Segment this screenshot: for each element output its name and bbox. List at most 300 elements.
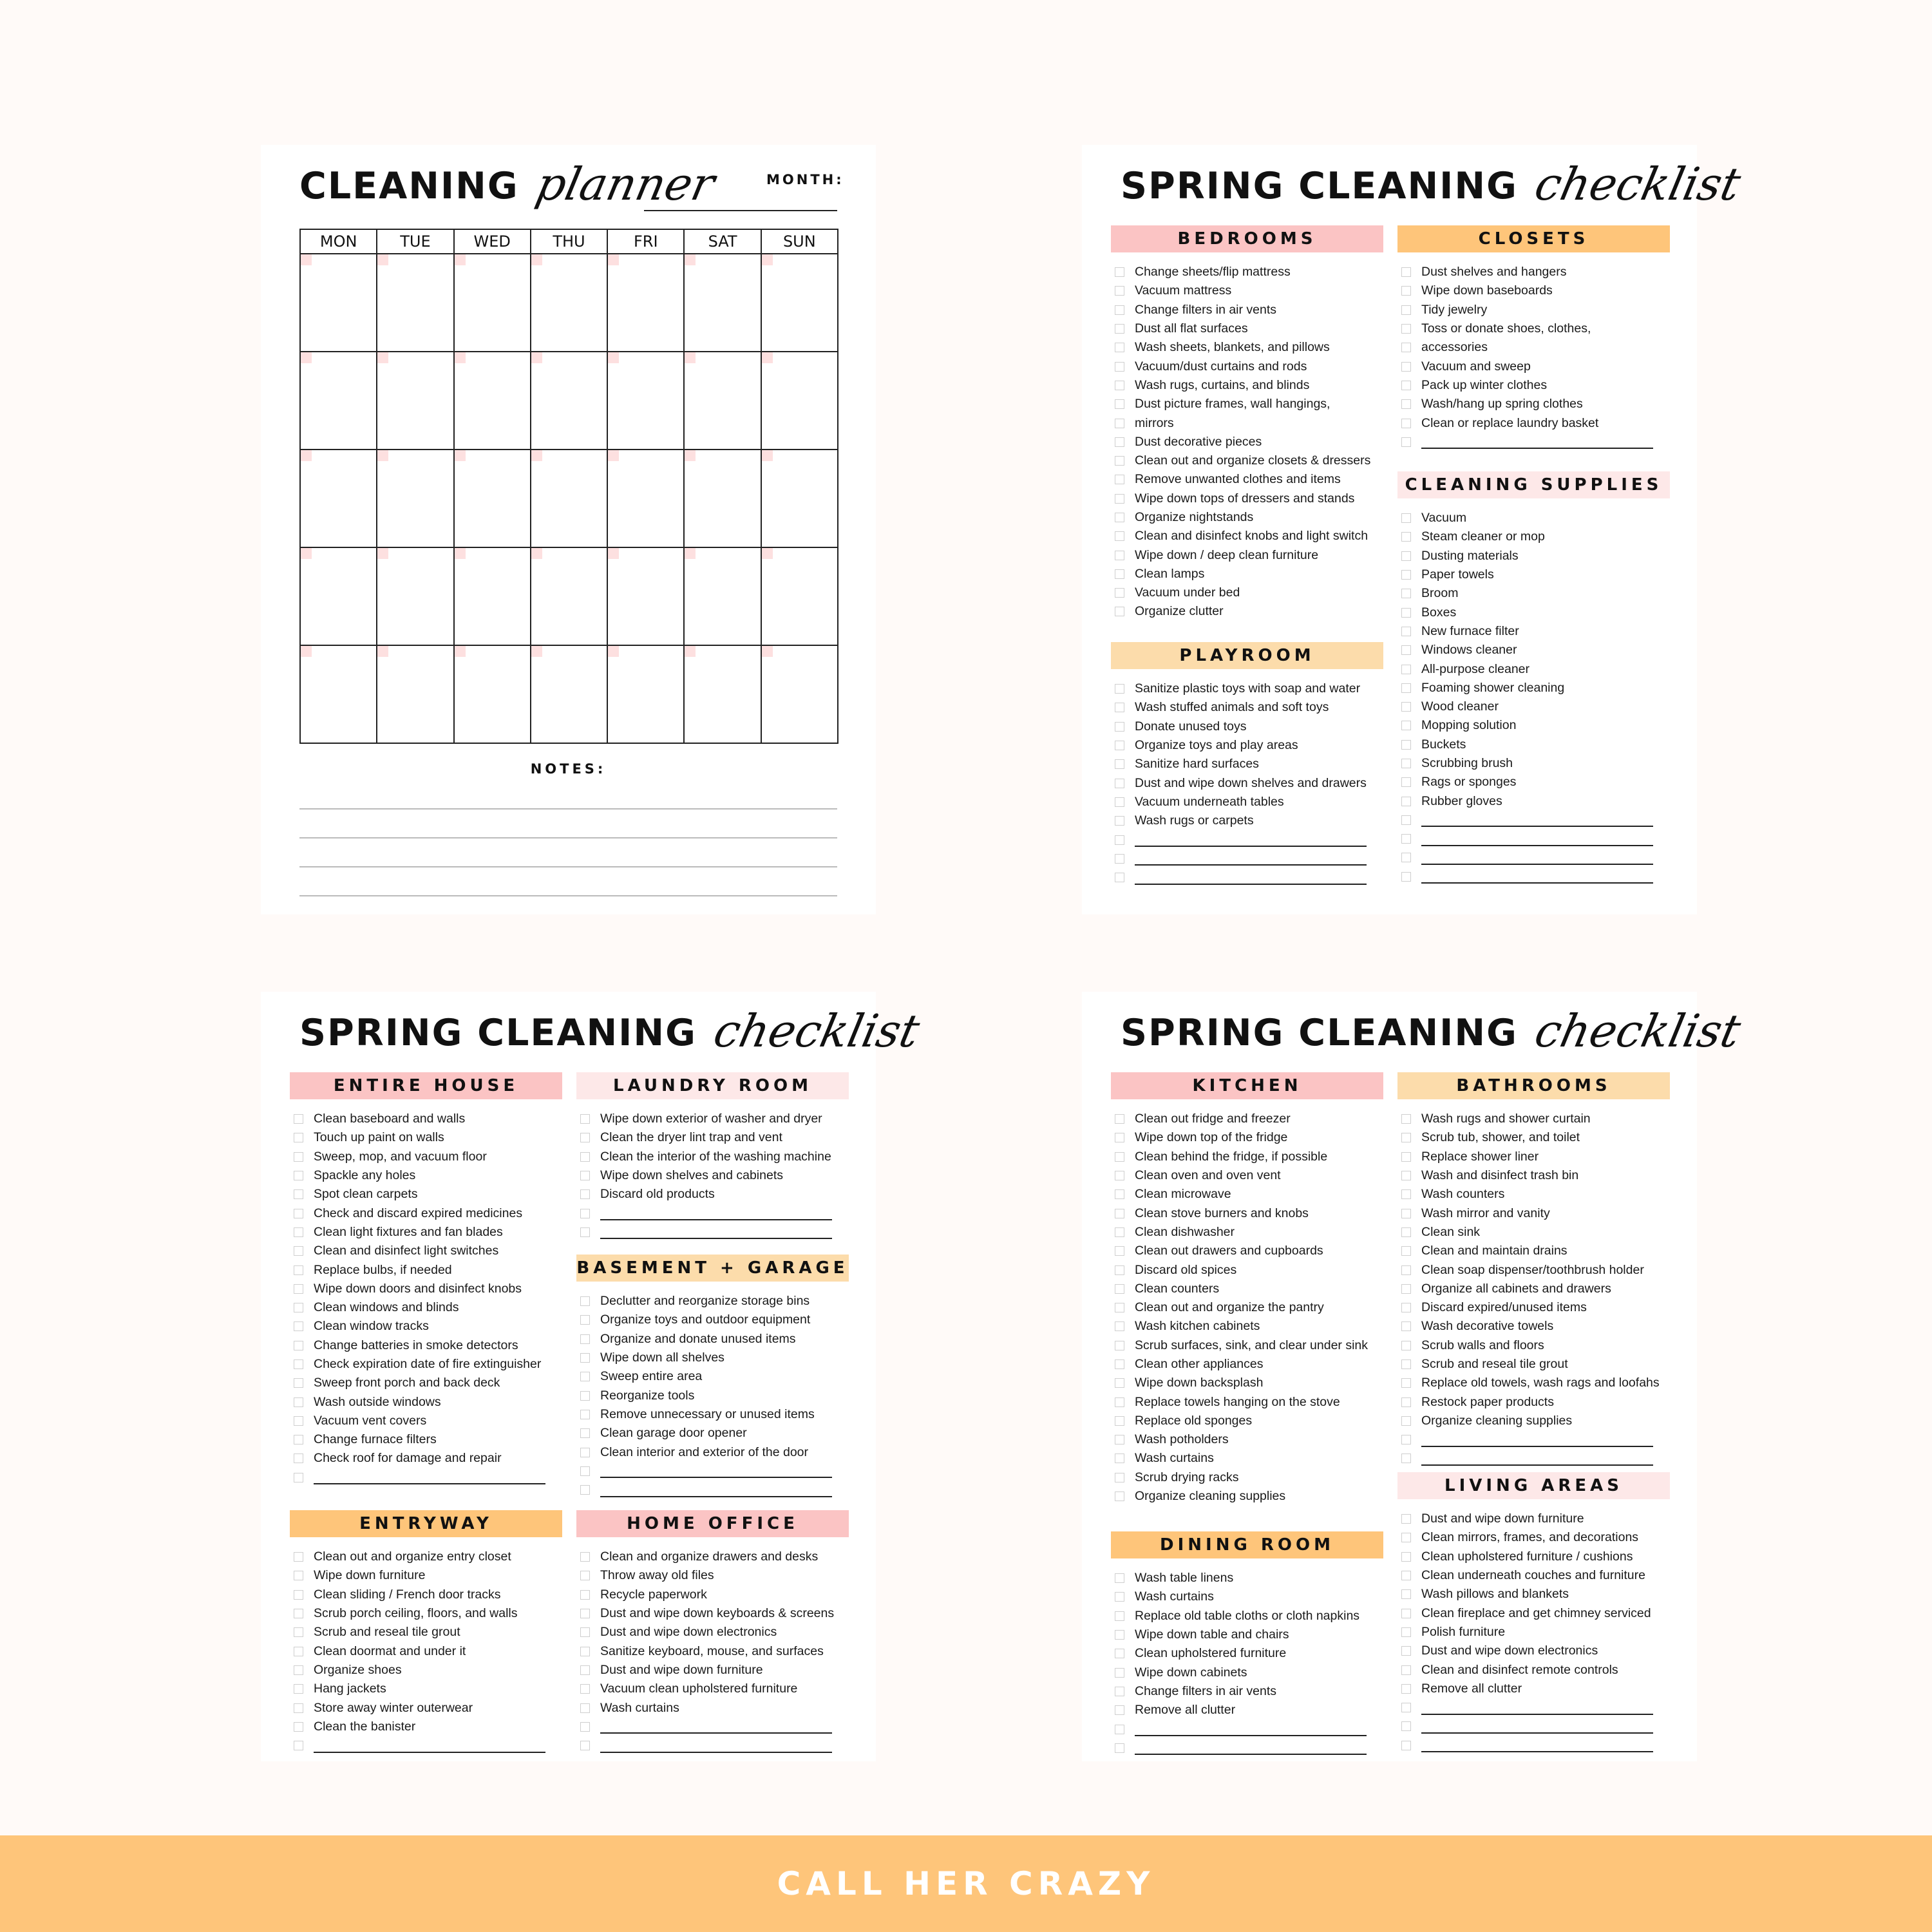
write-in-line[interactable] bbox=[1421, 869, 1653, 884]
checkbox[interactable] bbox=[1115, 1152, 1124, 1162]
month-write-line[interactable] bbox=[644, 210, 837, 211]
checkbox[interactable] bbox=[580, 1571, 590, 1580]
checkbox[interactable] bbox=[1115, 1246, 1124, 1256]
write-in-line[interactable] bbox=[1421, 813, 1653, 827]
checkbox[interactable] bbox=[1115, 1359, 1124, 1369]
write-in-line[interactable] bbox=[600, 1464, 832, 1478]
calendar-day-cell[interactable] bbox=[377, 450, 454, 547]
checkbox[interactable] bbox=[1401, 1571, 1411, 1580]
checkbox[interactable] bbox=[1401, 1303, 1411, 1312]
checkbox[interactable] bbox=[1115, 1725, 1124, 1734]
calendar-day-cell[interactable] bbox=[377, 548, 454, 645]
checkbox[interactable] bbox=[1115, 1284, 1124, 1294]
checkbox[interactable] bbox=[294, 1665, 303, 1675]
checkbox[interactable] bbox=[1115, 1573, 1124, 1583]
write-in-line[interactable] bbox=[600, 1739, 832, 1753]
checkbox[interactable] bbox=[1401, 1114, 1411, 1124]
checkbox[interactable] bbox=[1401, 1609, 1411, 1618]
checkbox[interactable] bbox=[294, 1647, 303, 1656]
blank-checklist-item bbox=[576, 1718, 849, 1736]
checkbox[interactable] bbox=[1115, 1189, 1124, 1199]
checklist-item-text: Change filters in air vents bbox=[1135, 1683, 1277, 1698]
notes-line[interactable] bbox=[299, 837, 837, 838]
checkbox[interactable] bbox=[580, 1428, 590, 1438]
calendar-day-cell[interactable] bbox=[531, 646, 608, 743]
checkbox[interactable] bbox=[1401, 1341, 1411, 1350]
checkbox[interactable] bbox=[294, 1321, 303, 1331]
checklist-item-text: Spot clean carpets bbox=[314, 1187, 418, 1202]
checkbox[interactable] bbox=[1401, 362, 1411, 372]
checkbox[interactable] bbox=[1401, 1627, 1411, 1637]
checklist bbox=[1111, 679, 1383, 887]
checkbox[interactable] bbox=[294, 1171, 303, 1180]
calendar-day-cell[interactable] bbox=[608, 548, 685, 645]
checklist-item-text: Wash kitchen cabinets bbox=[1135, 1319, 1260, 1334]
calendar-day-cell[interactable] bbox=[608, 352, 685, 449]
calendar-day-cell[interactable] bbox=[301, 646, 377, 743]
checkbox[interactable] bbox=[1401, 608, 1411, 618]
checkbox[interactable] bbox=[580, 1609, 590, 1618]
write-in-line[interactable] bbox=[1421, 832, 1653, 846]
calendar-day-cell[interactable] bbox=[608, 646, 685, 743]
checkbox[interactable] bbox=[1401, 381, 1411, 390]
checkbox[interactable] bbox=[1401, 419, 1411, 428]
checkbox[interactable] bbox=[1115, 399, 1124, 409]
checklist-item bbox=[1397, 338, 1670, 357]
calendar-day-cell[interactable] bbox=[377, 646, 454, 743]
write-in-line[interactable] bbox=[1135, 1741, 1367, 1755]
calendar-day-cell[interactable] bbox=[685, 646, 761, 743]
checkbox[interactable] bbox=[1401, 1684, 1411, 1694]
checkbox[interactable] bbox=[580, 1684, 590, 1694]
checkbox[interactable] bbox=[1401, 1435, 1411, 1444]
checkbox[interactable] bbox=[1401, 1741, 1411, 1750]
checkbox[interactable] bbox=[294, 1609, 303, 1618]
checkbox[interactable] bbox=[1401, 1265, 1411, 1275]
checkbox[interactable] bbox=[580, 1334, 590, 1344]
checkbox[interactable] bbox=[1115, 305, 1124, 315]
checkbox[interactable] bbox=[1401, 1321, 1411, 1331]
calendar-day-cell[interactable] bbox=[608, 254, 685, 351]
calendar-day-cell[interactable] bbox=[685, 352, 761, 449]
checkbox[interactable] bbox=[1115, 569, 1124, 579]
checkbox[interactable] bbox=[1115, 854, 1124, 864]
calendar-day-cell[interactable] bbox=[762, 450, 838, 547]
checkbox[interactable] bbox=[294, 1265, 303, 1275]
checkbox[interactable] bbox=[1115, 1378, 1124, 1388]
calendar-day-cell[interactable] bbox=[762, 646, 838, 743]
checkbox[interactable] bbox=[294, 1627, 303, 1637]
write-in-line[interactable] bbox=[1421, 1701, 1653, 1715]
checkbox[interactable] bbox=[1115, 1303, 1124, 1312]
checkbox[interactable] bbox=[1401, 721, 1411, 730]
checkbox[interactable] bbox=[1115, 437, 1124, 447]
checkbox[interactable] bbox=[1401, 740, 1411, 750]
write-in-line[interactable] bbox=[314, 1739, 545, 1753]
checklist-item-text: Remove unnecessary or unused items bbox=[600, 1406, 815, 1421]
checkbox[interactable] bbox=[1401, 1665, 1411, 1675]
write-in-line[interactable] bbox=[600, 1719, 832, 1734]
checkbox[interactable] bbox=[1115, 1454, 1124, 1463]
checkbox[interactable] bbox=[1115, 531, 1124, 541]
checkbox[interactable] bbox=[1115, 1611, 1124, 1621]
checkbox[interactable] bbox=[1115, 797, 1124, 807]
checkbox[interactable] bbox=[294, 1341, 303, 1350]
checklist-item bbox=[290, 1586, 562, 1604]
calendar-day-cell[interactable] bbox=[531, 450, 608, 547]
checklist-item-text: Clean and disinfect knobs and light switch bbox=[1135, 529, 1368, 544]
calendar-day-cell[interactable] bbox=[301, 254, 377, 351]
checklist-item-text: Dust and wipe down shelves and drawers bbox=[1135, 775, 1367, 790]
calendar-day-cell[interactable] bbox=[455, 254, 531, 351]
calendar-day-cell[interactable] bbox=[685, 254, 761, 351]
checkbox[interactable] bbox=[1115, 1668, 1124, 1678]
checkbox[interactable] bbox=[1401, 645, 1411, 655]
calendar-day-cell[interactable] bbox=[377, 352, 454, 449]
checkbox[interactable] bbox=[294, 1209, 303, 1218]
checklist-item bbox=[1111, 1204, 1383, 1222]
checkbox[interactable] bbox=[1115, 607, 1124, 616]
checkbox[interactable] bbox=[1401, 286, 1411, 296]
checkbox[interactable] bbox=[294, 1378, 303, 1388]
checklist-item bbox=[1397, 319, 1670, 338]
checkbox[interactable] bbox=[1115, 324, 1124, 334]
write-in-line[interactable] bbox=[1421, 1433, 1653, 1447]
checkbox[interactable] bbox=[580, 1391, 590, 1401]
checklist-item-text: Wipe down all shelves bbox=[600, 1350, 724, 1365]
checkbox[interactable] bbox=[1401, 759, 1411, 768]
calendar-day-cell[interactable] bbox=[531, 352, 608, 449]
checkbox[interactable] bbox=[1115, 362, 1124, 372]
checkbox[interactable] bbox=[580, 1703, 590, 1713]
calendar-day-cell[interactable] bbox=[455, 450, 531, 547]
calendar-day-cell[interactable] bbox=[685, 450, 761, 547]
checklist-item bbox=[290, 1566, 562, 1585]
checkbox[interactable] bbox=[1115, 513, 1124, 522]
checklist-item bbox=[290, 1128, 562, 1147]
date-marker bbox=[608, 646, 619, 657]
checkbox[interactable] bbox=[1115, 551, 1124, 560]
checkbox[interactable] bbox=[1401, 777, 1411, 787]
checkbox[interactable] bbox=[294, 1722, 303, 1732]
write-in-line[interactable] bbox=[1135, 833, 1367, 847]
section-basement-garage bbox=[576, 1255, 849, 1499]
checkbox[interactable] bbox=[1115, 1133, 1124, 1142]
checkbox[interactable] bbox=[1115, 419, 1124, 428]
checklist-title-script: checklist bbox=[1530, 158, 1745, 211]
section-kitchen bbox=[1111, 1072, 1383, 1506]
checkbox[interactable] bbox=[580, 1133, 590, 1142]
checkbox[interactable] bbox=[580, 1590, 590, 1600]
checkbox[interactable] bbox=[1115, 1435, 1124, 1444]
checklist-item-text: Change furnace filters bbox=[314, 1432, 437, 1447]
checkbox[interactable] bbox=[1115, 703, 1124, 712]
checklist-item bbox=[290, 1412, 562, 1430]
calendar-day-cell[interactable] bbox=[301, 450, 377, 547]
checkbox[interactable] bbox=[294, 1152, 303, 1162]
checkbox[interactable] bbox=[1115, 1705, 1124, 1715]
blank-checklist-item bbox=[1397, 1717, 1670, 1736]
calendar-day-cell[interactable] bbox=[762, 548, 838, 645]
checkbox[interactable] bbox=[580, 1296, 590, 1306]
checkbox[interactable] bbox=[1401, 1454, 1411, 1463]
write-in-line[interactable] bbox=[1135, 871, 1367, 885]
checkbox[interactable] bbox=[1401, 853, 1411, 862]
checkbox[interactable] bbox=[1401, 1552, 1411, 1562]
checkbox[interactable] bbox=[1401, 1209, 1411, 1218]
checkbox[interactable] bbox=[580, 1485, 590, 1495]
checkbox[interactable] bbox=[1115, 1592, 1124, 1602]
checkbox[interactable] bbox=[1401, 627, 1411, 636]
checkbox[interactable] bbox=[1401, 551, 1411, 561]
write-in-line[interactable] bbox=[1421, 1719, 1653, 1734]
checkbox[interactable] bbox=[1401, 1227, 1411, 1237]
checkbox[interactable] bbox=[1115, 759, 1124, 769]
checkbox[interactable] bbox=[1401, 324, 1411, 334]
write-in-line[interactable] bbox=[314, 1470, 545, 1484]
checkbox[interactable] bbox=[1401, 665, 1411, 674]
checklist-page-entire-house bbox=[261, 992, 924, 1761]
calendar-day-cell[interactable] bbox=[455, 646, 531, 743]
calendar-day-cell[interactable] bbox=[455, 548, 531, 645]
checkbox[interactable] bbox=[1401, 834, 1411, 844]
checkbox[interactable] bbox=[1115, 1743, 1124, 1753]
checklist-item-text: Declutter and reorganize storage bins bbox=[600, 1294, 810, 1309]
checkbox[interactable] bbox=[1401, 683, 1411, 693]
checkbox[interactable] bbox=[1401, 305, 1411, 315]
notes-line[interactable] bbox=[299, 866, 837, 867]
checkbox[interactable] bbox=[294, 1473, 303, 1482]
checkbox[interactable] bbox=[580, 1189, 590, 1199]
write-in-line[interactable] bbox=[600, 1225, 832, 1239]
checkbox[interactable] bbox=[1115, 1265, 1124, 1275]
checkbox[interactable] bbox=[1401, 1359, 1411, 1369]
checklist-item-text: Vacuum and sweep bbox=[1421, 359, 1531, 374]
checkbox[interactable] bbox=[1115, 722, 1124, 732]
checkbox[interactable] bbox=[294, 1741, 303, 1750]
checklist-item bbox=[1397, 1392, 1670, 1411]
notes-line[interactable] bbox=[299, 895, 837, 896]
checkbox[interactable] bbox=[1115, 588, 1124, 598]
checkbox[interactable] bbox=[1115, 1473, 1124, 1482]
checkbox[interactable] bbox=[294, 1454, 303, 1463]
checkbox[interactable] bbox=[580, 1665, 590, 1675]
calendar-day-cell[interactable] bbox=[608, 450, 685, 547]
weekday-wed: WED bbox=[455, 230, 531, 253]
checkbox[interactable] bbox=[1401, 437, 1411, 447]
checkbox[interactable] bbox=[1115, 1321, 1124, 1331]
checkbox[interactable] bbox=[1115, 343, 1124, 352]
checkbox[interactable] bbox=[1115, 1492, 1124, 1501]
checklist-title-main: SPRING CLEANING bbox=[1121, 1012, 1518, 1054]
calendar-day-cell[interactable] bbox=[762, 254, 838, 351]
calendar-day-cell[interactable] bbox=[301, 352, 377, 449]
checklist-item bbox=[1111, 413, 1383, 432]
checkbox[interactable] bbox=[1115, 1341, 1124, 1350]
checkbox[interactable] bbox=[1115, 475, 1124, 484]
checkbox[interactable] bbox=[1115, 381, 1124, 390]
checkbox[interactable] bbox=[1401, 1189, 1411, 1199]
checklist-item bbox=[290, 1449, 562, 1468]
checkbox[interactable] bbox=[1115, 1209, 1124, 1218]
checkbox[interactable] bbox=[580, 1227, 590, 1237]
checkbox[interactable] bbox=[580, 1353, 590, 1363]
checkbox[interactable] bbox=[294, 1416, 303, 1426]
checkbox[interactable] bbox=[1115, 286, 1124, 296]
checklist-item bbox=[1397, 773, 1670, 791]
calendar-day-cell[interactable] bbox=[685, 548, 761, 645]
checklist-item-text: Wipe down exterior of washer and dryer bbox=[600, 1112, 822, 1126]
blank-checklist-item bbox=[576, 1462, 849, 1481]
calendar-day-cell[interactable] bbox=[762, 352, 838, 449]
checkbox[interactable] bbox=[1401, 570, 1411, 580]
checkbox[interactable] bbox=[1115, 684, 1124, 694]
date-marker bbox=[455, 254, 466, 265]
checkbox[interactable] bbox=[294, 1246, 303, 1256]
checkbox[interactable] bbox=[1115, 741, 1124, 750]
checkbox[interactable] bbox=[1401, 1171, 1411, 1180]
checkbox[interactable] bbox=[1401, 1514, 1411, 1524]
checkbox[interactable] bbox=[1115, 1171, 1124, 1180]
checkbox[interactable] bbox=[294, 1397, 303, 1407]
checkbox[interactable] bbox=[294, 1590, 303, 1600]
checkbox[interactable] bbox=[1115, 1227, 1124, 1237]
checkbox[interactable] bbox=[294, 1359, 303, 1369]
checkbox[interactable] bbox=[580, 1152, 590, 1162]
checkbox[interactable] bbox=[1401, 797, 1411, 806]
checkbox[interactable] bbox=[1401, 1246, 1411, 1256]
checkbox[interactable] bbox=[1401, 1721, 1411, 1731]
write-in-line[interactable] bbox=[1421, 1738, 1653, 1752]
checkbox[interactable] bbox=[1401, 1378, 1411, 1388]
checkbox[interactable] bbox=[1401, 532, 1411, 542]
checkbox[interactable] bbox=[1115, 779, 1124, 788]
checkbox[interactable] bbox=[294, 1133, 303, 1142]
checkbox[interactable] bbox=[1115, 1649, 1124, 1658]
blank-checklist-item bbox=[1397, 1449, 1670, 1468]
checkbox[interactable] bbox=[1401, 1589, 1411, 1599]
checkbox[interactable] bbox=[1401, 1703, 1411, 1712]
checkbox[interactable] bbox=[294, 1435, 303, 1444]
checklist-item-text: Discard old products bbox=[600, 1187, 715, 1202]
checkbox[interactable] bbox=[1115, 835, 1124, 845]
checkbox[interactable] bbox=[1115, 873, 1124, 882]
checkbox[interactable] bbox=[294, 1303, 303, 1312]
checkbox[interactable] bbox=[1401, 589, 1411, 598]
notes-line[interactable] bbox=[299, 808, 837, 810]
checklist-item bbox=[1111, 1569, 1383, 1587]
checklist-item bbox=[1397, 1298, 1670, 1317]
checklist-item-text: Discard old spices bbox=[1135, 1262, 1237, 1277]
checklist-item bbox=[1397, 1110, 1670, 1128]
date-marker bbox=[762, 646, 773, 657]
checkbox[interactable] bbox=[580, 1627, 590, 1637]
checkbox[interactable] bbox=[1115, 456, 1124, 466]
checklist-item bbox=[290, 1280, 562, 1298]
calendar-day-cell[interactable] bbox=[531, 548, 608, 645]
checkbox[interactable] bbox=[1401, 399, 1411, 409]
checklist-item bbox=[1397, 603, 1670, 621]
checklist-item bbox=[1397, 1566, 1670, 1585]
checkbox[interactable] bbox=[1401, 267, 1411, 277]
write-in-line[interactable] bbox=[1135, 851, 1367, 866]
write-in-line[interactable] bbox=[600, 1483, 832, 1497]
checkbox[interactable] bbox=[580, 1372, 590, 1381]
checkbox[interactable] bbox=[1115, 1416, 1124, 1426]
checkbox[interactable] bbox=[294, 1114, 303, 1124]
checkbox[interactable] bbox=[580, 1315, 590, 1325]
checkbox[interactable] bbox=[1401, 513, 1411, 523]
checkbox[interactable] bbox=[1401, 1284, 1411, 1294]
checkbox[interactable] bbox=[294, 1571, 303, 1580]
checkbox[interactable] bbox=[1115, 1114, 1124, 1124]
calendar-day-cell[interactable] bbox=[377, 254, 454, 351]
checkbox[interactable] bbox=[1401, 815, 1411, 825]
checkbox[interactable] bbox=[1401, 1397, 1411, 1407]
checkbox[interactable] bbox=[580, 1114, 590, 1124]
checkbox[interactable] bbox=[580, 1171, 590, 1180]
checkbox[interactable] bbox=[294, 1284, 303, 1294]
calendar-day-cell[interactable] bbox=[301, 548, 377, 645]
calendar-day-cell[interactable] bbox=[455, 352, 531, 449]
checkbox[interactable] bbox=[1401, 1646, 1411, 1656]
checklist-item bbox=[1397, 1128, 1670, 1147]
checkbox[interactable] bbox=[580, 1552, 590, 1562]
checkbox[interactable] bbox=[1115, 1397, 1124, 1407]
checkbox[interactable] bbox=[580, 1448, 590, 1457]
checklist-item-text: Wipe down furniture bbox=[314, 1568, 426, 1583]
checkbox[interactable] bbox=[1401, 702, 1411, 712]
checkbox[interactable] bbox=[580, 1741, 590, 1750]
checkbox[interactable] bbox=[294, 1703, 303, 1713]
checklist-item-text: Organize toys and outdoor equipment bbox=[600, 1312, 811, 1327]
checkbox[interactable] bbox=[580, 1722, 590, 1732]
calendar-day-cell[interactable] bbox=[531, 254, 608, 351]
write-in-line[interactable] bbox=[1135, 1722, 1367, 1736]
checkbox[interactable] bbox=[580, 1410, 590, 1419]
write-in-line[interactable] bbox=[600, 1206, 832, 1220]
date-marker bbox=[301, 352, 312, 363]
checklist-item bbox=[1111, 1392, 1383, 1411]
checklist-item bbox=[1397, 263, 1670, 281]
checkbox[interactable] bbox=[1115, 1630, 1124, 1640]
checkbox[interactable] bbox=[1401, 872, 1411, 882]
checkbox[interactable] bbox=[294, 1227, 303, 1237]
checkbox[interactable] bbox=[1115, 494, 1124, 504]
checklist-item bbox=[1397, 281, 1670, 300]
checkbox[interactable] bbox=[1115, 267, 1124, 277]
checkbox[interactable] bbox=[1401, 1416, 1411, 1426]
checkbox[interactable] bbox=[1401, 343, 1411, 352]
checkbox[interactable] bbox=[1115, 816, 1124, 826]
write-in-line[interactable] bbox=[1421, 435, 1653, 449]
write-in-line[interactable] bbox=[1421, 1452, 1653, 1466]
checkbox[interactable] bbox=[294, 1189, 303, 1199]
checkbox[interactable] bbox=[580, 1647, 590, 1656]
checklist-item bbox=[1111, 755, 1383, 773]
checkbox[interactable] bbox=[580, 1466, 590, 1476]
checkbox[interactable] bbox=[294, 1684, 303, 1694]
checkbox[interactable] bbox=[580, 1209, 590, 1218]
calendar-week-row bbox=[301, 548, 838, 646]
checklist-item-text: Wipe down doors and disinfect knobs bbox=[314, 1281, 522, 1296]
checkbox[interactable] bbox=[1401, 1533, 1411, 1542]
checkbox[interactable] bbox=[1401, 1133, 1411, 1142]
checkbox[interactable] bbox=[294, 1552, 303, 1562]
checkbox[interactable] bbox=[1115, 1687, 1124, 1696]
checkbox[interactable] bbox=[1401, 1152, 1411, 1162]
write-in-line[interactable] bbox=[1421, 851, 1653, 865]
